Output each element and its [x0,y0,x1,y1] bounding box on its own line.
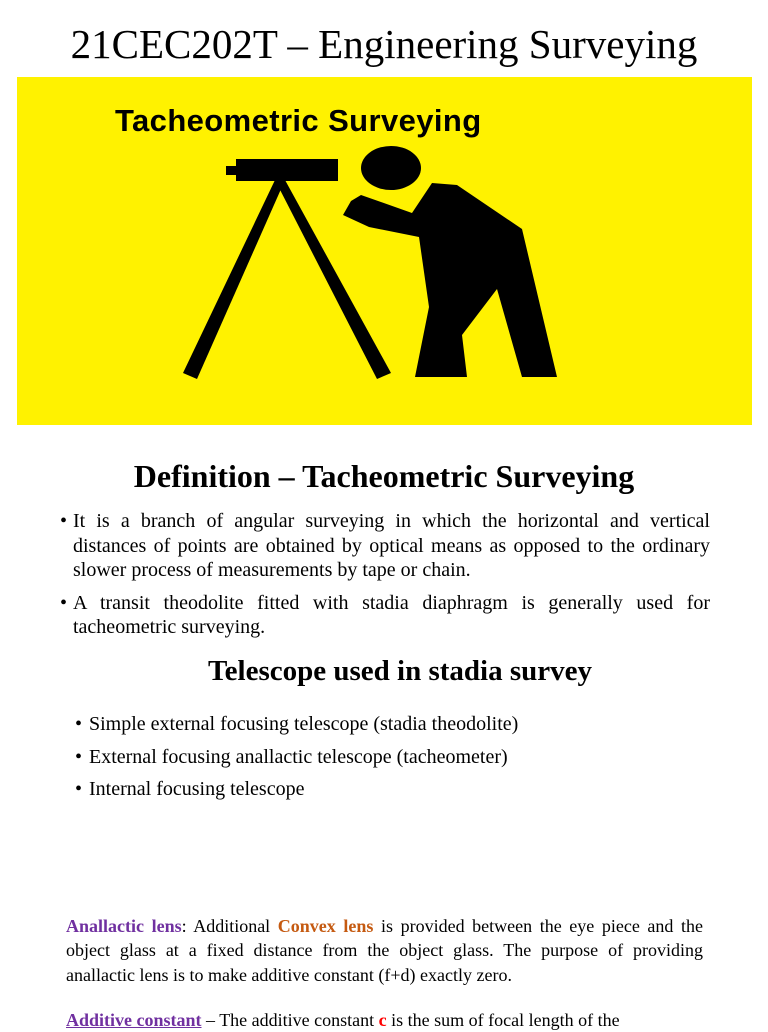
definition-list [60,509,710,648]
paragraph-text: is provided between the eye piece and the object glass at a fixed distance from the object glass. The purpose of providing anallactic lens is to make additive constant (f+d) exactly zero. [66,916,704,985]
additive-constant-paragraph [66,1008,703,1032]
anallactic-lens-term: Anallactic lens [66,916,182,936]
telescope-item: • Simple external focusing telescope (stadia theodolite) [75,708,518,741]
telescope-list [75,708,518,806]
definition-bullet: • It is a branch of angular surveying in which the horizontal and vertical distances of points are obtained by optical means as opposed to the ordinary slower process of measurements by tape or chain. [60,509,710,583]
paragraph-text: : Additional [181,916,278,936]
convex-lens-term: Convex lens [277,916,374,936]
constant-symbol: c [378,1010,387,1030]
paragraph-text: is the sum of focal length of the [386,1010,620,1030]
definition-heading: Definition – Tacheometric Surveying [133,458,635,494]
telescope-item: • Internal focusing telescope [75,773,518,806]
anallactic-lens-paragraph [66,914,703,987]
additive-constant-term: Additive constant [66,1010,202,1030]
banner [17,77,752,425]
paragraph-text: – The additive constant [201,1010,379,1030]
course-title: 21CEC202T – Engineering Surveying [70,21,698,67]
telescope-item: • External focusing anallactic telescope (tacheometer) [75,741,518,774]
telescope-heading: Telescope used in stadia survey [207,655,593,687]
definition-bullet: • A transit theodolite fitted with stadia diaphragm is generally used for tacheometric surveying. [60,591,710,640]
banner-title: Tacheometric Surveying [115,103,482,138]
